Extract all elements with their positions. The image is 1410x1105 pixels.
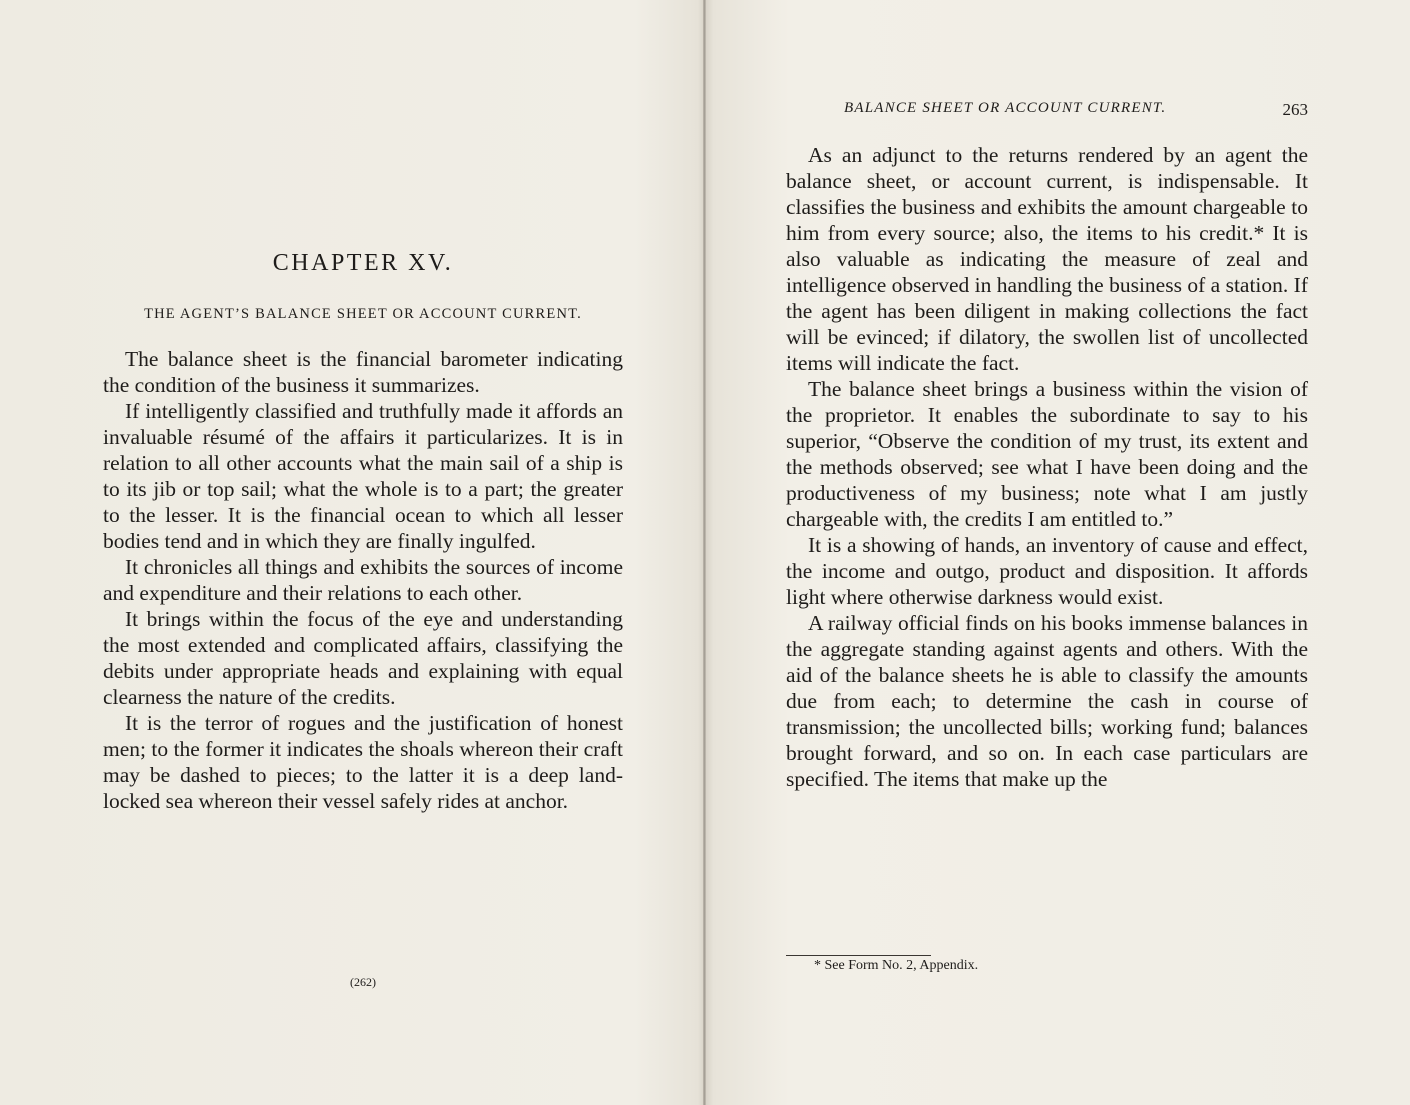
paragraph: If intelligently classified and truthfully made it affords an invaluable résumé of the affairs it particularizes. It is in relation to all other accounts what the main sail of a ship is to its jib or top sail; what the whole is to a part; the greater to the lesser. It is the financial ocean to which all lesser bodies tend and in which they are finally ingulfed.: [103, 399, 623, 553]
footnote: * See Form No. 2, Appendix.: [814, 958, 979, 973]
chapter-subtitle: THE AGENT’S BALANCE SHEET OR ACCOUNT CURRENT.: [144, 306, 582, 322]
running-title: BALANCE SHEET OR ACCOUNT CURRENT.: [844, 100, 1167, 116]
left-page: [0, 0, 703, 1105]
footnote-rule: [786, 955, 931, 956]
paragraph: As an adjunct to the returns rendered by an agent the balance sheet, or account current, is indispensable. It classifies the business and exhibits the amount chargeable to him from every source; also, the items to his credit.* It is also valuable as indicating the measure of zeal and intelligence observed in handling the business of a station. If the agent has been diligent in making collections the fact will be evinced; if dilatory, the swollen list of uncollected items will indicate the fact.: [786, 143, 1308, 375]
paragraph: It brings within the focus of the eye and understanding the most extended and complicated affairs, classifying the debits under appropriate heads and explaining with equal clearness the nature of the credits.: [103, 607, 623, 709]
paragraph: The balance sheet brings a business within the vision of the proprietor. It enables the subordinate to say to his superior, “Observe the condition of my trust, its extent and the methods observed; see what I have been doing and the productiveness of my business; note what I am justly chargeable with, the credits I am entitled to.”: [786, 377, 1308, 531]
chapter-title: CHAPTER XV.: [272, 250, 454, 276]
page-number: 263: [1282, 100, 1308, 119]
paragraph: It is a showing of hands, an inventory of cause and effect, the income and outgo, product and disposition. It affords light where otherwise darkness would exist.: [786, 533, 1308, 609]
paragraph: A railway official finds on his books immense balances in the aggregate standing against agents and others. With the aid of the balance sheets he is able to classify the amounts due from each; to determine the cash in course of transmission; the uncollected bills; working fund; balances brought forward, and so on. In each case particulars are specified. The items that make up the: [786, 611, 1308, 791]
running-head: [786, 100, 1308, 122]
right-body-text: [786, 142, 1308, 792]
left-body-text: [103, 346, 623, 814]
paragraph: It chronicles all things and exhibits the sources of income and expenditure and their relations to each other.: [103, 555, 623, 605]
right-page: [706, 0, 1410, 1105]
paragraph: The balance sheet is the financial barometer indicating the condition of the business it summarizes.: [103, 347, 623, 397]
paragraph: It is the terror of rogues and the justification of honest men; to the former it indicates the shoals whereon their craft may be dashed to pieces; to the latter it is a deep land-locked sea whereon their vessel safely rides at anchor.: [103, 711, 623, 813]
page-number-bottom: (262): [350, 975, 376, 989]
